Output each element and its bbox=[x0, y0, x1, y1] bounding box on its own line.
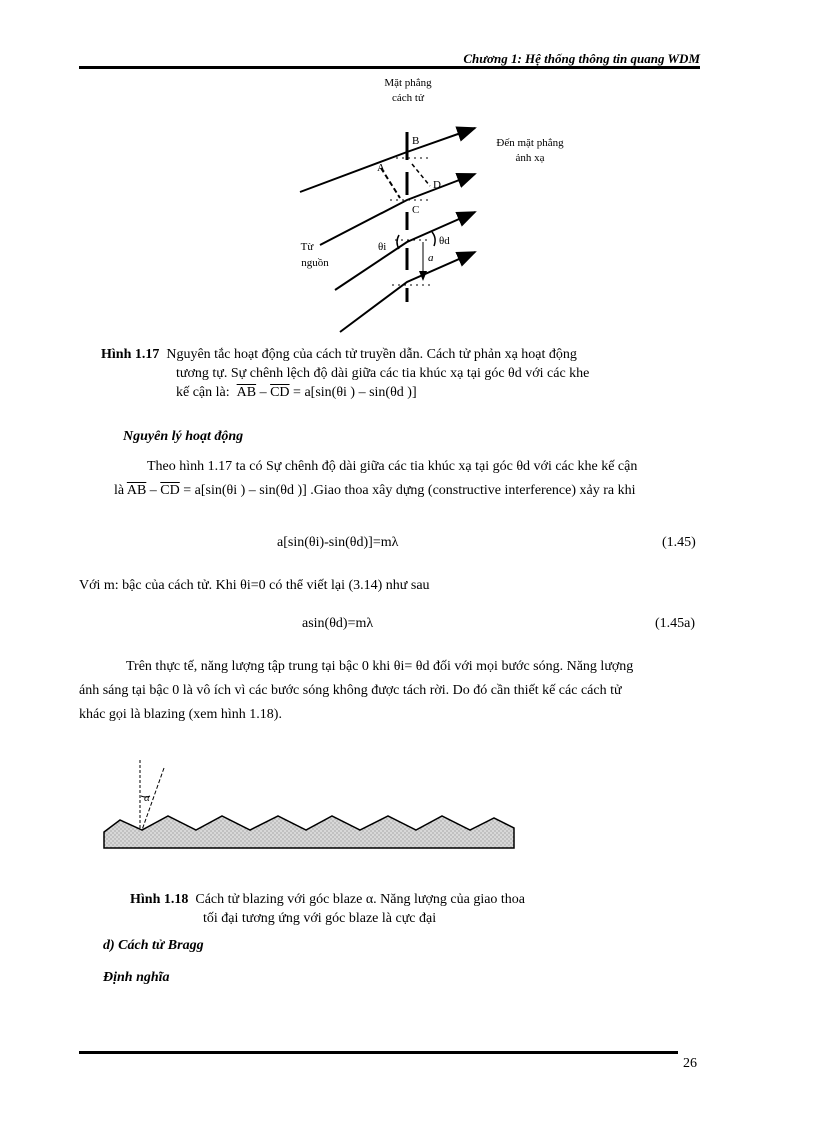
paragraph-1-ab: $\overline{AB}$ bbox=[126, 483, 147, 498]
plane-label-2: cách tử bbox=[392, 92, 424, 104]
caption-1-17-ab: $\overline{AB}$ bbox=[236, 385, 257, 400]
definition-heading: Định nghĩa bbox=[103, 970, 170, 985]
page-header: Chương 1: Hệ thống thông tin quang WDM bbox=[463, 51, 700, 66]
point-b-label: B bbox=[412, 135, 420, 147]
caption-1-17-line1: Nguyên tắc hoạt động của cách tử truyền dẫn. Cách tử phản xạ hoạt động bbox=[166, 347, 577, 362]
caption-1-17-line3: kế cận là: $\overline{AB} - \overline{CD} = a[\sin(\theta i$ ) – sin(θd )] bbox=[176, 385, 417, 400]
source-label-1: Từ bbox=[300, 241, 314, 253]
source-label-2: nguồn bbox=[301, 257, 329, 269]
paragraph-2: Với m: bậc của cách tử. Khi θi=0 có thể viết lại (3.14) như sau bbox=[79, 578, 430, 593]
page-number: 26 bbox=[683, 1056, 697, 1071]
caption-1-17-line3-prefix: kế cận là: bbox=[176, 385, 230, 400]
dotted-lines bbox=[390, 158, 430, 285]
point-c-label: C bbox=[412, 204, 420, 216]
caption-1-18 bbox=[130, 890, 610, 928]
paragraph-1-line1: Theo hình 1.17 ta có Sự chênh độ dài giữa các tia khúc xạ tại góc θd với các khe kế cận bbox=[147, 459, 638, 474]
equation-1-45a: asin(θd)=mλ bbox=[302, 616, 374, 631]
equation-1-45-number: (1.45) bbox=[662, 535, 696, 550]
target-plane-label-2: ảnh xạ bbox=[515, 152, 545, 164]
figure-1-18 bbox=[100, 760, 520, 855]
rays bbox=[300, 128, 475, 332]
footer-rule bbox=[79, 1051, 678, 1054]
caption-1-18-line2: tối đại tương ứng với góc blaze là cực đại bbox=[203, 911, 437, 926]
blazed-grating bbox=[104, 816, 514, 848]
theta-i-label: θi bbox=[378, 241, 387, 253]
paragraph-1-prefix: là bbox=[114, 483, 127, 498]
target-plane-label-1: Đến mặt phẳng bbox=[496, 137, 564, 149]
equation-1-45a-number: (1.45a) bbox=[655, 616, 696, 631]
paragraph-3-line3: khác gọi là blazing (xem hình 1.18). bbox=[79, 707, 282, 722]
subsection-heading: d) Cách tử Bragg bbox=[103, 938, 204, 953]
section-heading: Nguyên lý hoạt động bbox=[123, 429, 244, 444]
theta-d-label: θd bbox=[439, 235, 450, 247]
caption-1-17-line2: tương tự. Sự chênh lệch độ dài giữa các tia khúc xạ tại góc θd với các khe bbox=[176, 366, 590, 381]
caption-1-17-cd: $\overline{CD}$ bbox=[270, 385, 290, 400]
caption-1-18-label: Hình 1.18 bbox=[130, 892, 189, 907]
plane-label-1: Mặt phẳng bbox=[384, 77, 432, 89]
paragraph-1 bbox=[114, 455, 704, 503]
caption-1-17 bbox=[101, 345, 671, 402]
theta-d-arc bbox=[432, 232, 435, 246]
paragraph-1-line2: là $\overline{AB} - \overline{CD} = a[\sin(\theta i$ ) – sin(θd )] .Giao thoa xây dựng (constructive interference) xảy ra khi bbox=[114, 483, 636, 498]
paragraph-3-line1: Trên thực tế, năng lượng tập trung tại bậc 0 khi θi= θd đối với mọi bước sóng. Năng lượng bbox=[126, 659, 634, 674]
theta-i-arc bbox=[397, 235, 399, 249]
paragraph-3 bbox=[79, 655, 704, 727]
spacing-a-label: a bbox=[428, 252, 434, 264]
alpha-label: α bbox=[144, 792, 150, 804]
caption-1-18-line1: Cách tử blazing với góc blaze α. Năng lượng của giao thoa bbox=[195, 892, 526, 907]
paragraph-3-line2: ánh sáng tại bậc 0 là vô ích vì các bước sóng không được tách rời. Do đó cần thiết kế các cách tử bbox=[79, 683, 622, 698]
header-rule bbox=[79, 66, 700, 69]
paragraph-1-cd: $\overline{CD}$ bbox=[160, 483, 180, 498]
paragraph-1-suffix: = a[sin(θi ) – sin(θd )] .Giao thoa xây dựng (constructive interference) xảy ra khi bbox=[179, 483, 636, 498]
caption-1-17-formula: = a[sin(θi ) – sin(θd )] bbox=[289, 385, 417, 400]
figure-1-17 bbox=[280, 70, 600, 340]
cd-segment bbox=[412, 164, 430, 186]
point-a-label: A bbox=[377, 162, 385, 174]
point-d-label: D bbox=[433, 179, 441, 191]
equation-1-45: a[sin(θi)-sin(θd)]=mλ bbox=[277, 535, 399, 550]
caption-1-17-label: Hình 1.17 bbox=[101, 347, 160, 362]
